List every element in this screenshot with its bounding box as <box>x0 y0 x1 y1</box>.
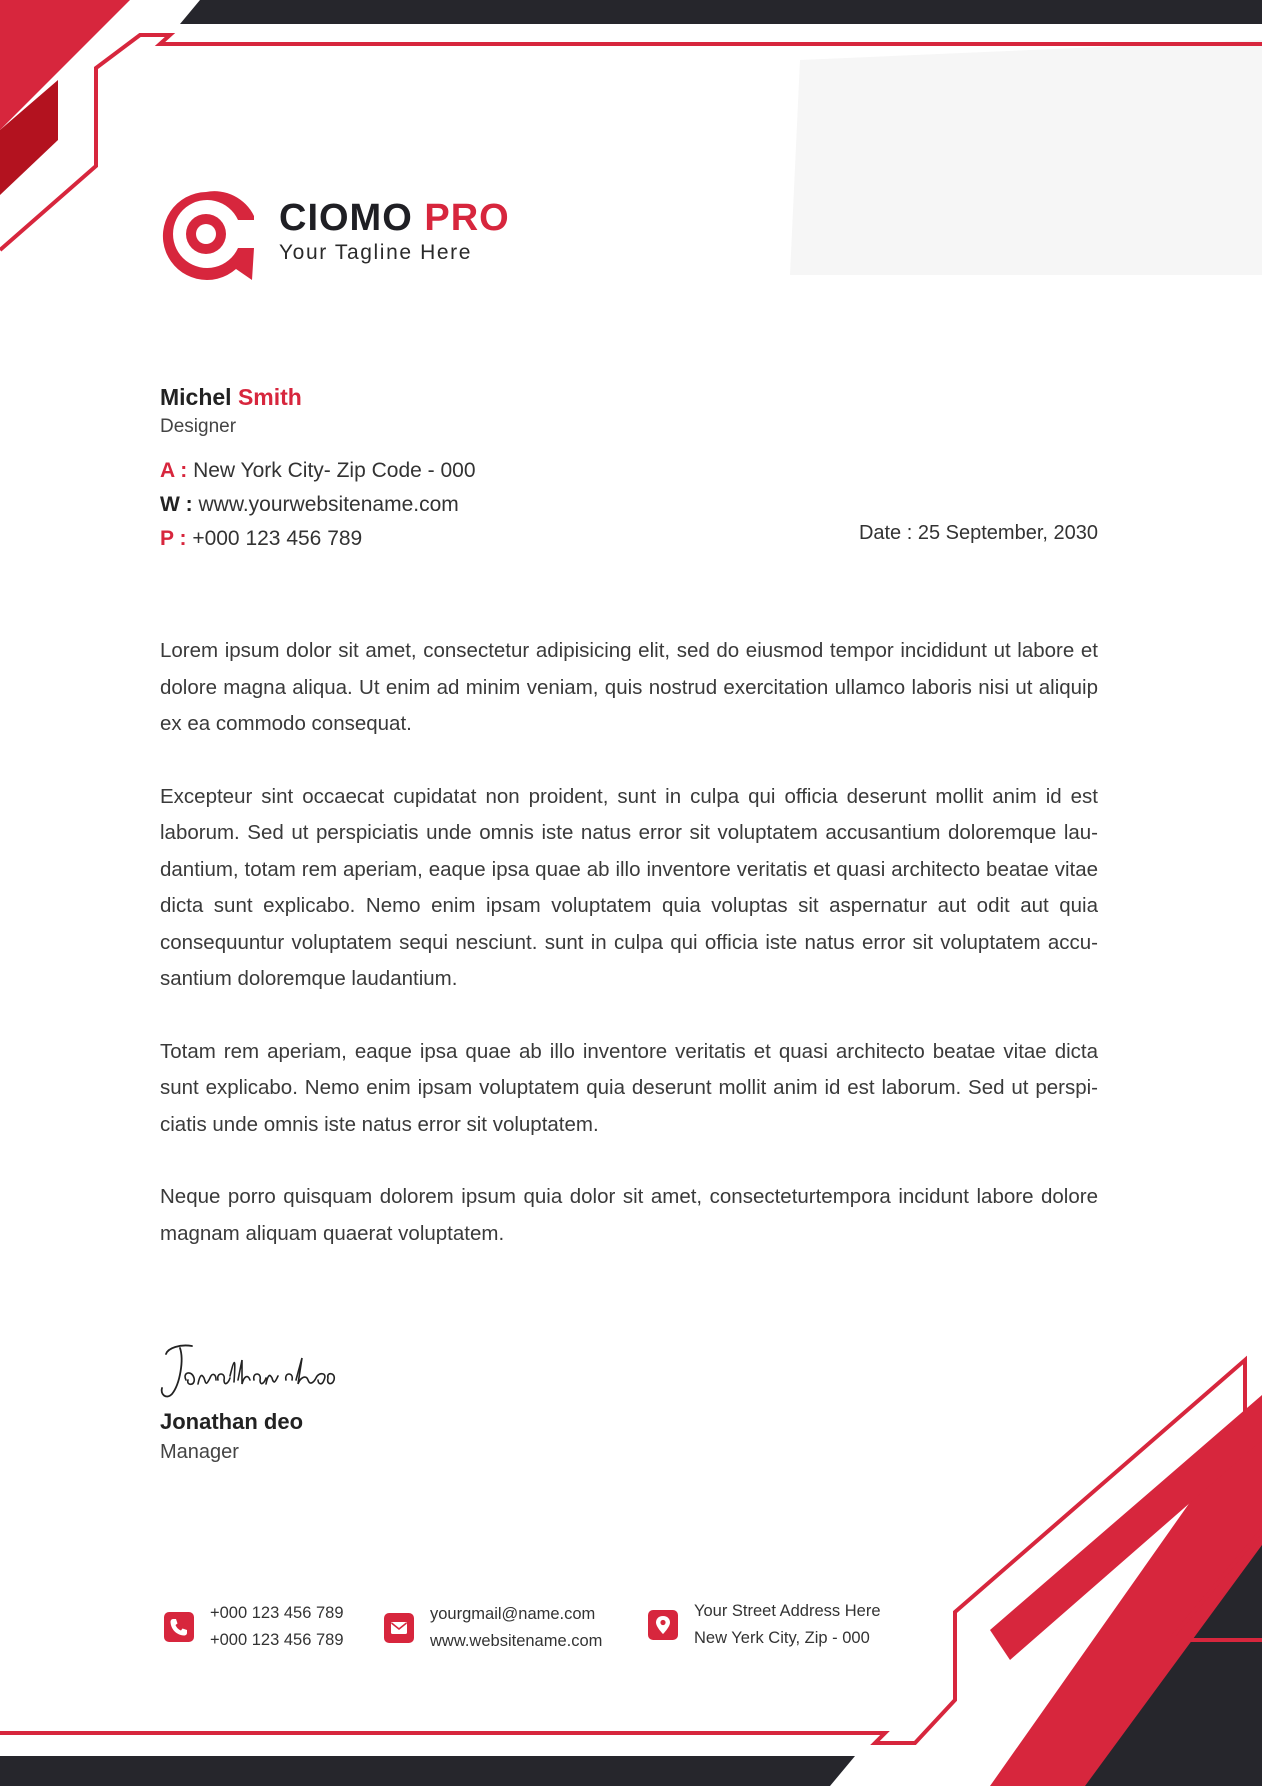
company-tagline: Your Tagline Here <box>279 241 472 264</box>
footer-email-line2: www.websitename.com <box>430 1632 603 1650</box>
address-key: A : <box>160 459 188 482</box>
letter-date: Date : 25 September, 2030 <box>858 522 1098 544</box>
map-pin-icon <box>646 1608 680 1642</box>
body-paragraph: Neque porro quisquam dolorem ipsum quia dolor sit amet, consecteturtempora incidunt labore dolore magnam aliquam quaerat voluptatem. <box>160 1185 1098 1245</box>
body-paragraph: Lorem ipsum dolor sit amet, consectetur adipisicing elit, sed do eiusmod tempor incididunt ut labore et dolore magna aliqua. Ut enim ad minim veniam, quis nostrud exercitation ullamco laboris nisi ut aliquip ex ea commodo consequat. <box>160 639 1098 735</box>
sender-block <box>160 382 302 438</box>
signer-name: Jonathan deo <box>160 1409 304 1434</box>
footer-location <box>646 1598 881 1652</box>
sender-address: New York City- Zip Code - 000 <box>193 459 476 482</box>
ring-c-logo-icon <box>158 188 254 280</box>
body-paragraph: Excepteur sint occaecat cupidatat non proident, sunt in culpa qui officia deserunt mollit anim id est laborum. Sed ut perspiciatis unde omnis iste natus error sit voluptatem accusantium doloremque lau-dantium, totam rem aperiam, eaque ipsa quae ab illo inventore veritatis et quasi architecto beatae vitae dicta sunt explicabo. Nemo enim ipsam voluptatem quia voluptas sit aspernatur aut odit aut quia consequuntur voluptatem sequi nesciunt. sunt in culpa qui officia iste natus error sit voluptatem accu-santium doloremque laudantium. <box>160 784 1098 990</box>
footer-phone-line1: +000 123 456 789 <box>210 1604 344 1622</box>
phone-key: P : <box>160 527 187 550</box>
footer-email-line1: yourgmail@name.com <box>430 1605 596 1623</box>
company-name <box>279 196 510 240</box>
footer-phone <box>162 1600 344 1654</box>
sender-last-name: Smith <box>237 384 302 410</box>
footer-location-line1: Your Street Address Here <box>694 1602 881 1620</box>
sender-name <box>160 382 302 412</box>
sender-role: Designer <box>160 416 237 437</box>
web-key: W : <box>160 493 193 516</box>
sender-phone-row <box>160 524 476 558</box>
brand-block <box>279 196 510 265</box>
sender-website: www.yourwebsitename.com <box>198 493 459 516</box>
sender-web-row <box>160 490 476 524</box>
sender-address-row <box>160 456 476 490</box>
envelope-icon <box>382 1611 416 1645</box>
sender-phone: +000 123 456 789 <box>192 527 363 550</box>
signer-role: Manager <box>160 1441 239 1463</box>
footer-phone-line2: +000 123 456 789 <box>210 1631 344 1649</box>
sender-contact-list <box>160 456 476 558</box>
letter-body <box>160 633 1098 1288</box>
footer-email <box>382 1601 602 1655</box>
handwritten-signature <box>158 1340 348 1402</box>
sender-first-name: Michel <box>160 384 232 410</box>
company-name-primary: CIOMO <box>279 197 413 239</box>
company-name-accent: PRO <box>424 197 510 239</box>
phone-icon <box>162 1610 196 1644</box>
body-paragraph: Totam rem aperiam, eaque ipsa quae ab illo inventore veritatis et quasi architecto beatae vitae dicta sunt explicabo. Nemo enim ipsam voluptatem quia deserunt mollit anim id est laborum. Sed ut perspi-ciatis unde omnis iste natus error sit voluptatem. <box>160 1039 1098 1136</box>
footer-location-line2: New Yerk City, Zip - 000 <box>694 1629 870 1647</box>
signer-block <box>160 1409 303 1464</box>
